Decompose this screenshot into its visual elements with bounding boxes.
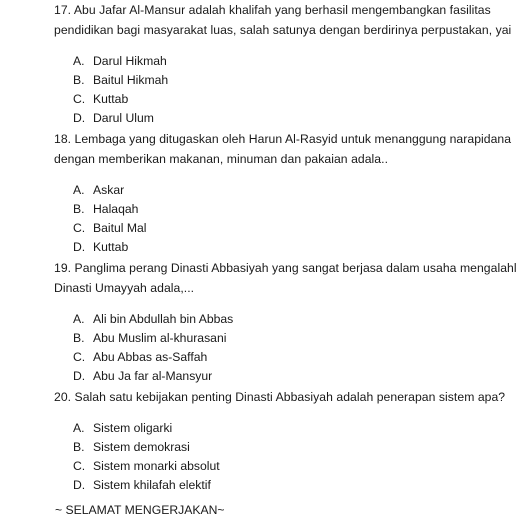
option-b[interactable] — [73, 438, 528, 457]
option-text: Baitul Mal — [93, 221, 147, 235]
option-text: Sistem khilafah elektif — [93, 478, 211, 492]
closing-message: ~ SELAMAT MENGERJAKAN~ — [55, 503, 225, 517]
option-letter: C. — [73, 92, 86, 106]
option-letter: B. — [73, 73, 85, 87]
question-text — [54, 258, 528, 298]
option-a[interactable] — [73, 181, 528, 200]
option-text: Halaqah — [93, 202, 139, 216]
question-line-2: Dinasti Umayyah adala,... — [54, 281, 195, 295]
option-c[interactable] — [73, 219, 528, 238]
option-text: Baitul Hikmah — [93, 73, 169, 87]
option-list — [73, 181, 528, 257]
option-letter: A. — [73, 312, 85, 326]
question-20 — [54, 387, 528, 495]
option-letter: A. — [73, 54, 85, 68]
option-text: Ali bin Abdullah bin Abbas — [93, 312, 234, 326]
question-text — [54, 129, 528, 169]
option-letter: C. — [73, 459, 86, 473]
option-d[interactable] — [73, 367, 528, 386]
option-letter: D. — [73, 478, 86, 492]
question-text — [54, 0, 528, 40]
option-a[interactable] — [73, 419, 528, 438]
option-text: Darul Hikmah — [93, 54, 167, 68]
option-d[interactable] — [73, 238, 528, 257]
option-text: Kuttab — [93, 240, 129, 254]
question-line-2: pendidikan bagi masyarakat luas, salah satunya dengan berdirinya perpustakan, yai — [54, 23, 512, 37]
option-text: Abu Abbas as-Saffah — [93, 350, 208, 364]
option-a[interactable] — [73, 52, 528, 71]
option-letter: D. — [73, 111, 86, 125]
option-text: Sistem monarki absolut — [93, 459, 220, 473]
option-c[interactable] — [73, 90, 528, 109]
option-text: Sistem oligarki — [93, 421, 173, 435]
option-text: Kuttab — [93, 92, 129, 106]
option-list — [73, 419, 528, 495]
question-line-1 — [54, 258, 528, 278]
question-number: 19. — [54, 261, 72, 275]
option-letter: D. — [73, 240, 86, 254]
question-line-text: Panglima perang Dinasti Abbasiyah yang sangat berjasa dalam usaha mengalahl — [74, 261, 517, 275]
question-line-1 — [54, 0, 528, 20]
option-d[interactable] — [73, 476, 528, 495]
question-line-1 — [54, 387, 528, 407]
option-text: Abu Ja far al-Mansyur — [93, 369, 213, 383]
question-line-1 — [54, 129, 528, 149]
option-letter: A. — [73, 421, 85, 435]
question-17 — [54, 0, 528, 128]
question-line-text: Salah satu kebijakan penting Dinasti Abbasiyah adalah penerapan sistem apa? — [74, 390, 506, 404]
option-b[interactable] — [73, 71, 528, 90]
question-line-text: Lembaga yang ditugaskan oleh Harun Al-Rasyid untuk menanggung narapidana — [74, 132, 512, 146]
option-text: Abu Muslim al-khurasani — [93, 331, 227, 345]
option-letter: C. — [73, 350, 86, 364]
option-a[interactable] — [73, 310, 528, 329]
option-list — [73, 52, 528, 128]
question-text — [54, 387, 528, 407]
option-list — [73, 310, 528, 386]
option-text: Askar — [93, 183, 125, 197]
question-number: 18. — [54, 132, 72, 146]
option-text: Darul Ulum — [93, 111, 154, 125]
option-text: Sistem demokrasi — [93, 440, 190, 454]
question-line-text: Abu Jafar Al-Mansur adalah khalifah yang berhasil mengembangkan fasilitas — [73, 3, 491, 17]
question-line-2: dengan memberikan makanan, minuman dan pakaian adala.. — [54, 152, 389, 166]
question-number: 17. — [54, 3, 72, 17]
option-letter: A. — [73, 183, 85, 197]
option-letter: B. — [73, 331, 85, 345]
option-c[interactable] — [73, 348, 528, 367]
option-letter: C. — [73, 221, 86, 235]
option-letter: B. — [73, 202, 85, 216]
question-19 — [54, 258, 528, 386]
question-number: 20. — [54, 390, 72, 404]
option-b[interactable] — [73, 329, 528, 348]
question-18 — [54, 129, 528, 257]
option-c[interactable] — [73, 457, 528, 476]
option-d[interactable] — [73, 109, 528, 128]
option-letter: B. — [73, 440, 85, 454]
option-b[interactable] — [73, 200, 528, 219]
option-letter: D. — [73, 369, 86, 383]
